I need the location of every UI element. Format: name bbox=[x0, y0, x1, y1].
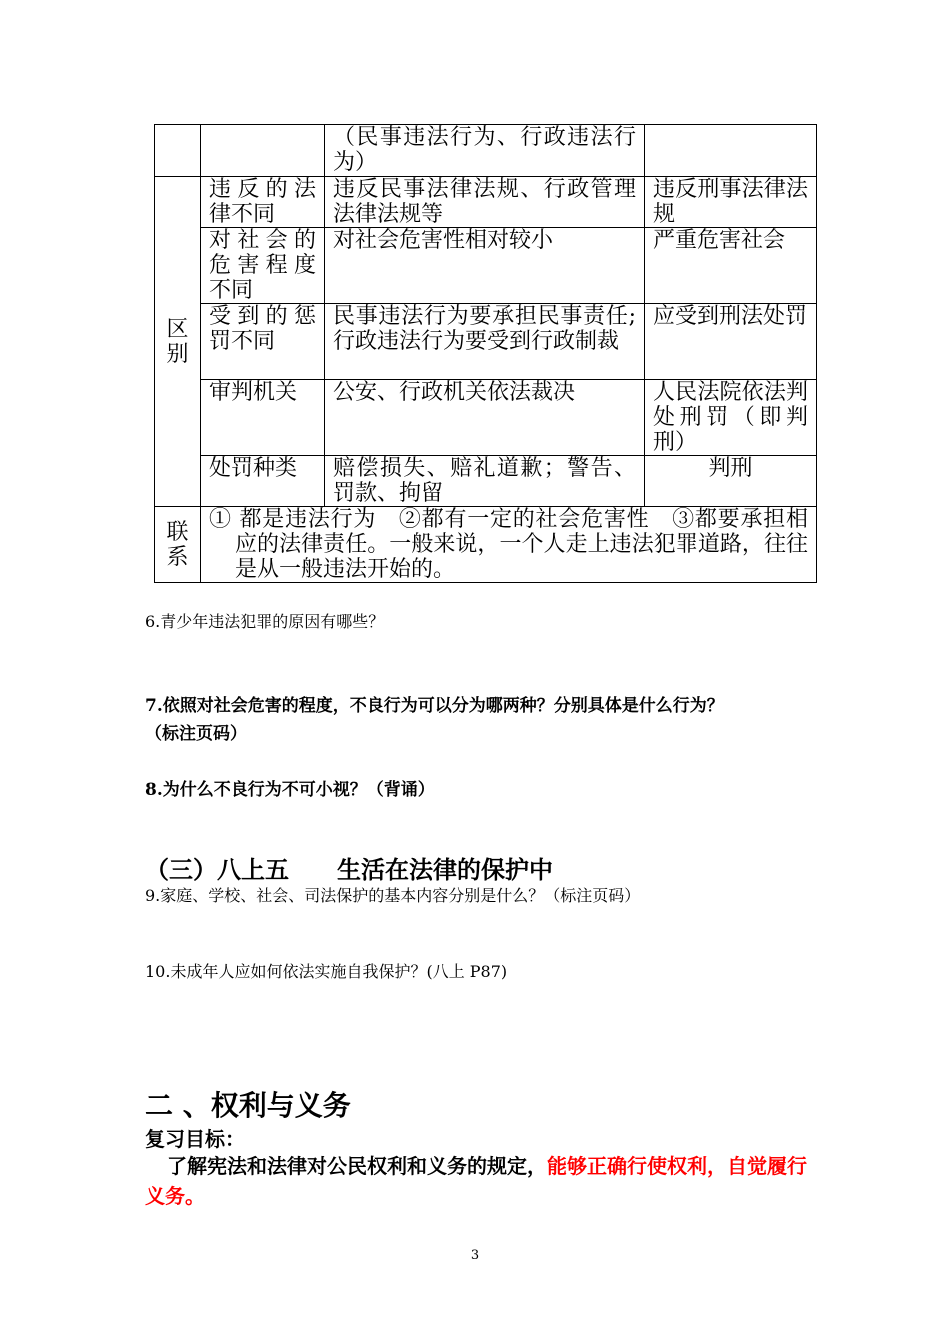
section-heading: （三）八上五 生活在法律的保护中 bbox=[145, 855, 553, 884]
link-label: 联系 bbox=[155, 507, 201, 583]
goal-text bbox=[145, 1151, 815, 1211]
table-row bbox=[155, 456, 817, 507]
comparison-table bbox=[154, 124, 817, 583]
table-row bbox=[155, 507, 817, 583]
table-row bbox=[155, 177, 817, 228]
page-number: 3 bbox=[470, 1248, 480, 1263]
question-8: 8.为什么不良行为不可小视？（背诵） bbox=[145, 780, 435, 800]
crime-cell: 严重危害社会 bbox=[645, 228, 817, 304]
table-row bbox=[155, 380, 817, 456]
goal-text-black: 了解宪法和法律对公民权利和义务的规定， bbox=[167, 1154, 547, 1178]
general-cell: 赔偿损失、赔礼道歉；警告、罚款、拘留 bbox=[325, 456, 645, 507]
crime-cell: 应受到刑法处罚 bbox=[645, 304, 817, 380]
general-cell: 公安、行政机关依法裁决 bbox=[325, 380, 645, 456]
general-cell: 违反民事法律法规、行政管理法律法规等 bbox=[325, 177, 645, 228]
aspect-cell: 受到的惩罚不同 bbox=[201, 304, 325, 380]
aspect-cell: 对社会的危害程度不同 bbox=[201, 228, 325, 304]
table-cell-empty bbox=[645, 125, 817, 177]
table-cell: （民事违法行为、行政违法行为） bbox=[325, 125, 645, 177]
diff-label: 区别 bbox=[155, 177, 201, 507]
goal-label: 复习目标： bbox=[145, 1127, 245, 1151]
question-7-line2: （标注页码） bbox=[145, 724, 247, 744]
aspect-cell: 处罚种类 bbox=[201, 456, 325, 507]
aspect-cell: 审判机关 bbox=[201, 380, 325, 456]
table-row bbox=[155, 228, 817, 304]
general-cell: 对社会危害性相对较小 bbox=[325, 228, 645, 304]
question-10: 10.未成年人应如何依法实施自我保护？(八上 P87) bbox=[145, 962, 508, 981]
crime-cell: 人民法院依法判处刑罚（即判刑） bbox=[645, 380, 817, 456]
question-6: 6.青少年违法犯罪的原因有哪些？ bbox=[145, 612, 385, 631]
link-text: ① 都是违法行为 ②都有一定的社会危害性 ③都要承担相应的法律责任。一般来说，一个人走上违法犯罪道路，往往是从一般违法开始的。 bbox=[209, 507, 808, 582]
goal-text-red: 能够正确行使权利，自觉履行义务。 bbox=[145, 1154, 807, 1208]
aspect-cell: 违反的法律不同 bbox=[201, 177, 325, 228]
table-row bbox=[155, 125, 817, 177]
table-row bbox=[155, 304, 817, 380]
question-9: 9.家庭、学校、社会、司法保护的基本内容分别是什么？（标注页码） bbox=[145, 886, 641, 905]
question-7-line1: 7.依照对社会危害的程度，不良行为可以分为哪两种？分别具体是什么行为？ bbox=[145, 696, 724, 716]
link-cell bbox=[201, 507, 817, 583]
table-cell-empty bbox=[201, 125, 325, 177]
table-cell-empty bbox=[155, 125, 201, 177]
crime-cell: 违反刑事法律法规 bbox=[645, 177, 817, 228]
general-cell: 民事违法行为要承担民事责任;行政违法行为要受到行政制裁 bbox=[325, 304, 645, 380]
crime-cell: 判刑 bbox=[645, 456, 817, 507]
chapter-title: 二 、权利与义务 bbox=[145, 1089, 351, 1122]
